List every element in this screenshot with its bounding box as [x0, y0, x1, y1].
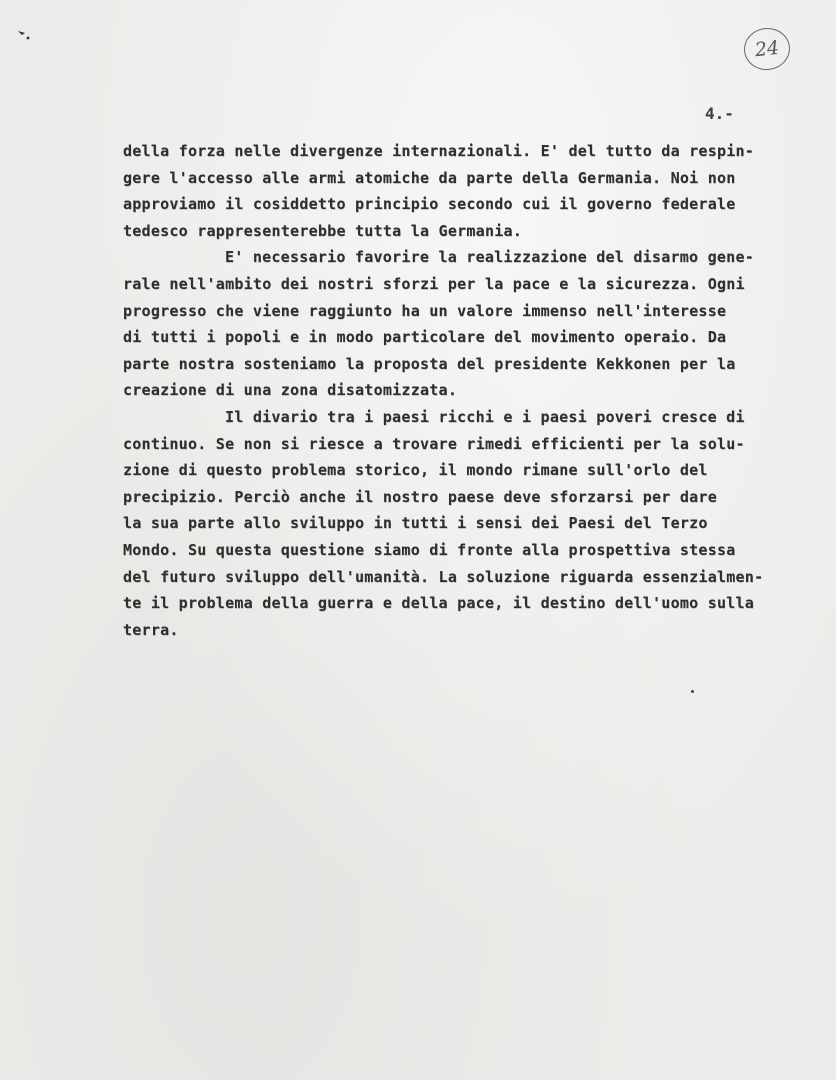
page-number: 4.-: [705, 104, 734, 123]
text-line: continuo. Se non si riesce a trovare rimedi efficienti per la solu-: [123, 434, 745, 453]
text-line: progresso che viene raggiunto ha un valore immenso nell'interesse: [123, 301, 727, 320]
text-line: Mondo. Su questa questione siamo di fronte alla prospettiva stessa: [123, 540, 736, 559]
corner-mark: [16, 26, 56, 42]
text-line: E' necessario favorire la realizzazione del disarmo gene-: [225, 248, 755, 267]
text-line: creazione di una zona disatomizzata.: [123, 381, 458, 400]
text-line: di tutti i popoli e in modo particolare del movimento operaio. Da: [123, 328, 727, 347]
text-line: gere l'accesso alle armi atomiche da parte della Germania. Noi non: [123, 168, 736, 187]
text-line: approviamo il cosiddetto principio secondo cui il governo federale: [123, 195, 736, 214]
text-line: terra.: [123, 620, 179, 639]
text-line: parte nostra sosteniamo la proposta del presidente Kekkonen per la: [123, 354, 736, 373]
text-line: Il divario tra i paesi ricchi e i paesi poveri cresce di: [225, 407, 745, 426]
paragraph: [123, 244, 823, 404]
text-line: del futuro sviluppo dell'umanità. La soluzione riguarda essenzialmen-: [123, 567, 764, 586]
text-line: te il problema della guerra e della pace, il destino dell'uomo sulla: [123, 594, 755, 613]
text-line: rale nell'ambito dei nostri sforzi per la pace e la sicurezza. Ogni: [123, 274, 745, 293]
archive-number-stamp: 24: [742, 26, 792, 73]
stray-mark: [691, 690, 694, 693]
text-line: tedesco rappresenterebbe tutta la Germania.: [123, 221, 523, 240]
text-line: della forza nelle divergenze internazionali. E' del tutto da respin-: [123, 142, 755, 160]
text-line: la sua parte allo sviluppo in tutti i sensi dei Paesi del Terzo: [123, 514, 708, 533]
paragraph: [123, 404, 823, 643]
typed-body-text: [123, 138, 823, 643]
paragraph: [123, 138, 823, 244]
text-line: precipizio. Perciò anche il nostro paese deve sforzarsi per dare: [123, 487, 717, 506]
text-line: zione di questo problema storico, il mondo rimane sull'orlo del: [123, 461, 708, 480]
